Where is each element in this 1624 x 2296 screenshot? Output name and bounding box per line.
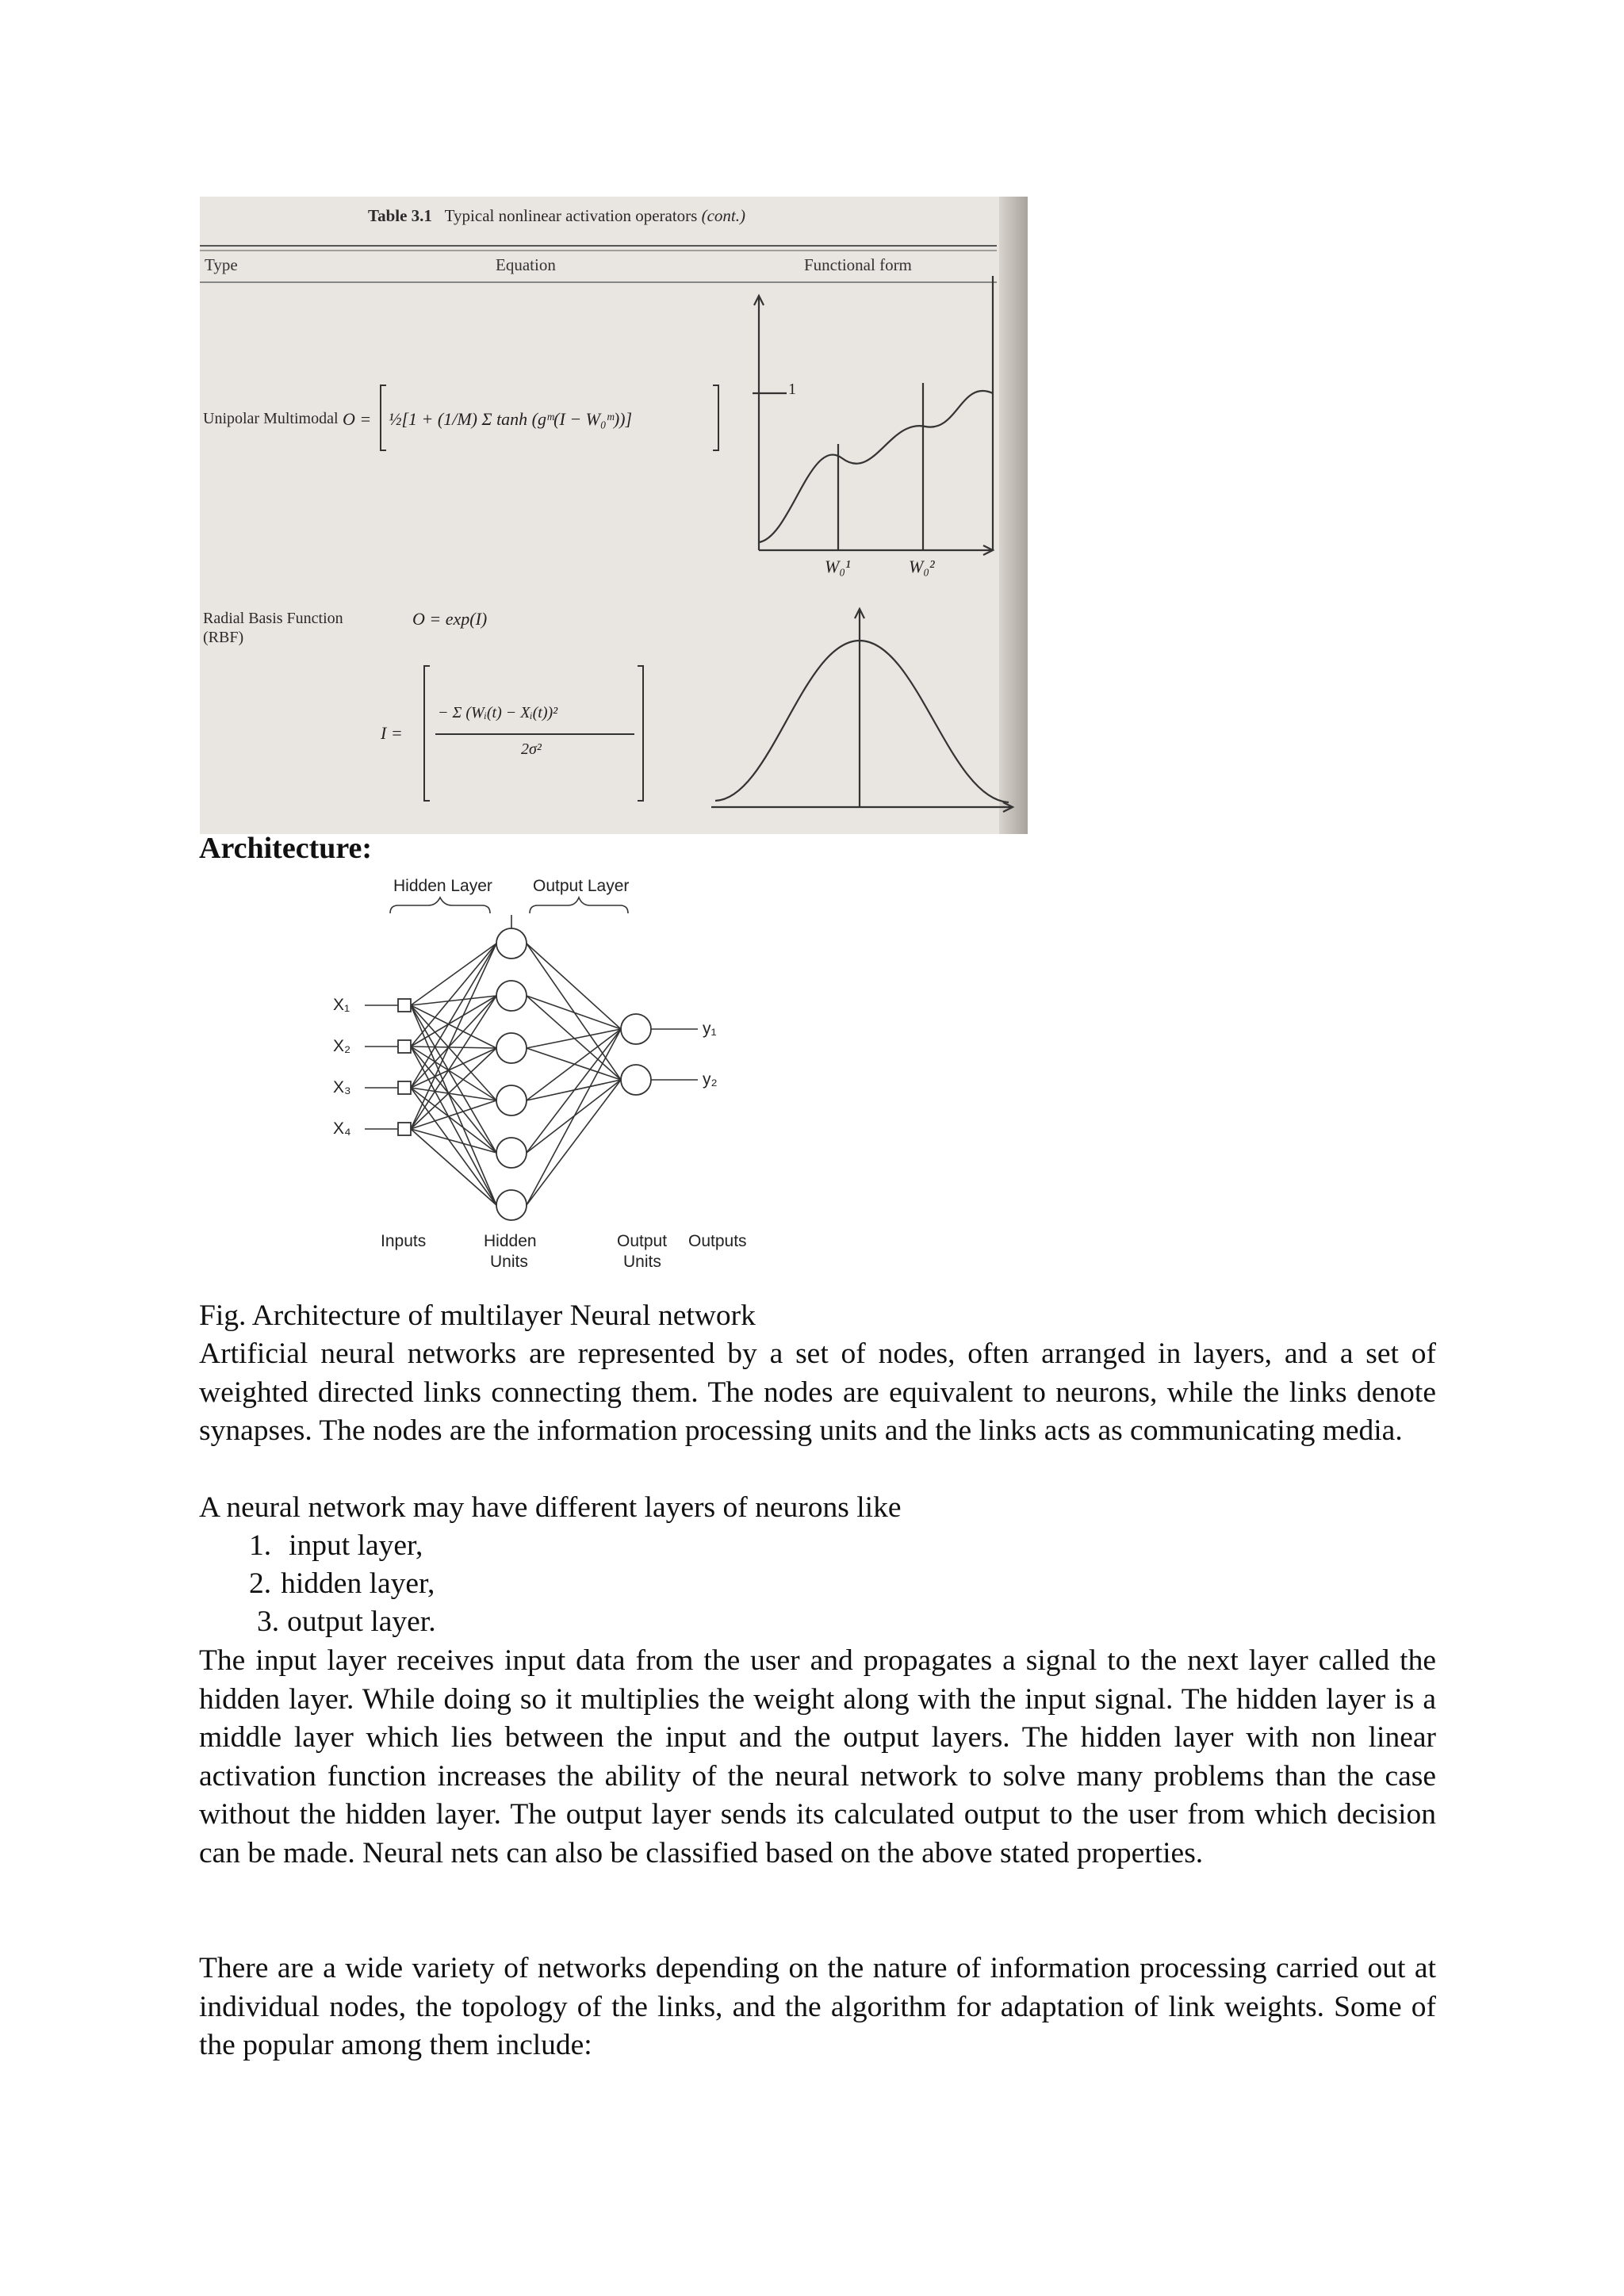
- input-hidden-connection: [411, 1047, 496, 1048]
- paragraph-layers-intro: A neural network may have different layers of neurons like: [199, 1491, 902, 1524]
- paragraph-network-variety: There are a wide variety of networks depending on the nature of information processing carried out at individual nodes, the topology of the links, and the algorithm for adaptation of link weights. Some of the popular among them include:: [199, 1952, 1436, 2061]
- input-label-4: X₄: [333, 1119, 351, 1138]
- output-node: [621, 1065, 651, 1095]
- hidden-node: [496, 928, 527, 959]
- hidden-output-connection: [527, 1029, 621, 1048]
- axis-label-w2: W₀²: [909, 557, 935, 576]
- table-caption: Table 3.1 Typical nonlinear activation operators (cont.): [368, 206, 745, 225]
- hidden-output-connection: [527, 943, 621, 1029]
- axis-label-w1: W₀¹: [825, 557, 851, 576]
- column-header-functional-form: Functional form: [804, 255, 912, 274]
- input-hidden-connection: [411, 943, 496, 1005]
- output-label-2: y₂: [703, 1070, 718, 1089]
- equation-rbf-output: O = exp(I): [412, 609, 488, 629]
- input-hidden-connection: [411, 1047, 496, 1205]
- equation-lhs-1: O =: [343, 409, 372, 429]
- label-hidden-layer: Hidden Layer: [393, 877, 492, 895]
- equation-lhs-2: I =: [381, 723, 403, 743]
- hidden-output-connection: [527, 996, 621, 1080]
- input-hidden-connection: [411, 1005, 496, 1153]
- input-node: [398, 1081, 411, 1094]
- column-header-equation: Equation: [496, 255, 556, 274]
- input-hidden-connection: [411, 1088, 496, 1153]
- paragraph-intro: Artificial neural networks are represented by a set of nodes, often arranged in layers, and a set of weighted directed links connecting them. The nodes are equivalent to neurons, while the links denote synapses. The nodes are the information processing units and the links acts as communicating media.: [199, 1337, 1436, 1447]
- output-nodes: [621, 1014, 651, 1095]
- column-header-type: Type: [205, 255, 238, 274]
- hidden-nodes: [496, 928, 527, 1220]
- input-node: [398, 1040, 411, 1053]
- input-node: [398, 1123, 411, 1135]
- list-item-output-layer: 3. output layer.: [257, 1605, 436, 1638]
- hidden-output-connection: [527, 996, 621, 1029]
- input-label-1: X₁: [333, 996, 350, 1014]
- hidden-node: [496, 1033, 527, 1063]
- connection-lines: [365, 915, 698, 1205]
- multimodal-graph: [753, 276, 993, 555]
- hidden-node: [496, 1085, 527, 1115]
- activation-table-image: [200, 197, 1028, 834]
- paragraph-layers-description: The input layer receives input data from the user and propagates a signal to the next layer called the hidden layer. While doing so it multiplies the weight along with the input signal. The hidden layer is a middle layer which lies between the input and the output layers. The hidden layer with non linear activation function increases the ability of the neural network to solve many problems than the case without the hidden layer. The output layer sends its calculated output to the user from which decision can be made. Neural nets can also be classified based on the above stated properties.: [199, 1644, 1436, 1869]
- label-inputs: Inputs: [381, 1232, 427, 1250]
- layer-braces: [390, 897, 628, 913]
- label-output-units-2: Units: [623, 1253, 661, 1271]
- equation-multimodal: ½[1 + (1/M) Σ tanh (gᵐ(I − W₀ᵐ))]: [389, 409, 633, 429]
- hidden-output-connection: [527, 1029, 621, 1205]
- list-item-input-layer: 1. input layer,: [249, 1529, 423, 1562]
- equation-rbf-denominator: 2σ²: [521, 740, 542, 758]
- label-output-layer: Output Layer: [533, 877, 630, 895]
- output-label-1: y₁: [703, 1020, 717, 1038]
- input-hidden-connection: [411, 943, 496, 1047]
- rbf-graph: [711, 609, 1013, 812]
- input-label-3: X₃: [333, 1078, 351, 1096]
- neural-network-diagram: [317, 867, 761, 1280]
- tick-label-one: 1: [788, 381, 796, 398]
- hidden-output-connection: [527, 943, 621, 1080]
- list-item-hidden-layer: 2. hidden layer,: [249, 1567, 435, 1600]
- row-type-rbf: Radial Basis Function (RBF): [203, 610, 343, 646]
- input-hidden-connection: [411, 1005, 496, 1100]
- input-hidden-connection: [411, 1088, 496, 1100]
- hidden-node: [496, 1138, 527, 1168]
- input-node: [398, 999, 411, 1012]
- input-nodes: [398, 999, 411, 1135]
- label-hidden-units-1: Hidden: [484, 1232, 537, 1250]
- equation-rbf-numerator: − Σ (Wᵢ(t) − Xᵢ(t))²: [438, 704, 558, 721]
- label-hidden-units-2: Units: [490, 1253, 528, 1271]
- figure-caption: Fig. Architecture of multilayer Neural network: [199, 1299, 756, 1332]
- section-heading: Architecture:: [199, 832, 373, 865]
- table-drawing: [200, 197, 1028, 834]
- hidden-node: [496, 1190, 527, 1220]
- row-type-unipolar-multimodal: Unipolar Multimodal: [203, 410, 339, 427]
- output-node: [621, 1014, 651, 1044]
- label-outputs: Outputs: [688, 1232, 747, 1250]
- input-hidden-connection: [411, 1048, 496, 1129]
- hidden-node: [496, 981, 527, 1011]
- input-label-2: X₂: [333, 1037, 351, 1055]
- label-output-units-1: Output: [617, 1232, 668, 1250]
